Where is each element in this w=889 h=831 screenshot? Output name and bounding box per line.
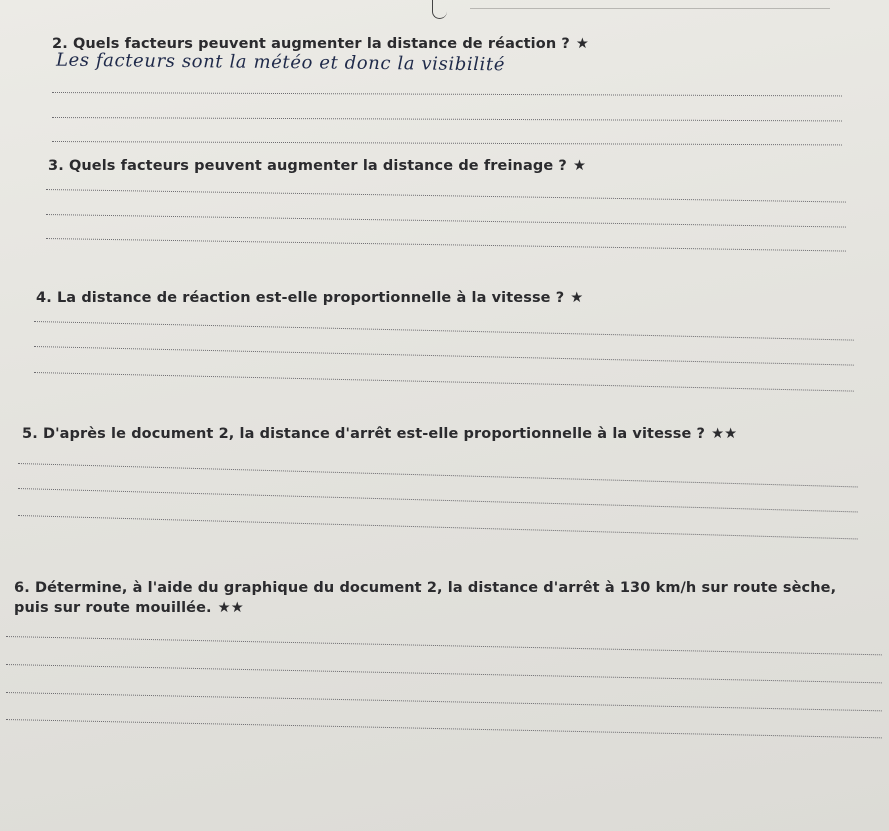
answer-line[interactable] [18,463,858,487]
answer-line[interactable] [46,214,846,228]
answer-line[interactable] [18,515,858,539]
difficulty-stars: ★ [570,290,584,306]
top-rule [470,8,830,9]
answer-line[interactable] [6,692,882,711]
answer-line[interactable] [34,372,854,392]
question-3-text: 3. Quels facteurs peuvent augmenter la distance de freinage ? [48,158,567,174]
answer-line[interactable] [34,321,854,341]
answer-line[interactable] [46,189,846,203]
answer-line[interactable] [6,719,882,738]
question-2-text: 2. Quels facteurs peuvent augmenter la distance de réaction ? [52,36,570,52]
answer-line[interactable] [6,664,882,683]
answer-line[interactable] [52,117,842,121]
handwritten-answer-2[interactable]: Les facteurs sont la météo et donc la visibilité [55,49,506,76]
difficulty-stars: ★★ [711,426,738,442]
pen-mark [432,0,447,19]
answer-line[interactable] [34,346,854,366]
question-4-text: 4. La distance de réaction est-elle proportionnelle à la vitesse ? [36,290,565,306]
answer-line[interactable] [52,141,842,145]
answer-line[interactable] [52,92,842,96]
question-3 [48,156,586,176]
answer-line[interactable] [6,636,882,655]
answer-line[interactable] [46,238,846,252]
question-6-text: 6. Détermine, à l'aide du graphique du document 2, la distance d'arrêt à 130 km/h sur route sèche, puis sur route mouillée. [14,580,837,616]
difficulty-stars: ★★ [217,600,244,616]
question-6 [14,578,876,618]
difficulty-stars: ★ [575,36,590,52]
question-5 [22,424,737,444]
difficulty-stars: ★ [572,158,587,174]
question-4 [36,288,583,308]
question-5-text: 5. D'après le document 2, la distance d'arrêt est-elle proportionnelle à la vitesse ? [22,426,706,442]
answer-line[interactable] [18,488,858,512]
